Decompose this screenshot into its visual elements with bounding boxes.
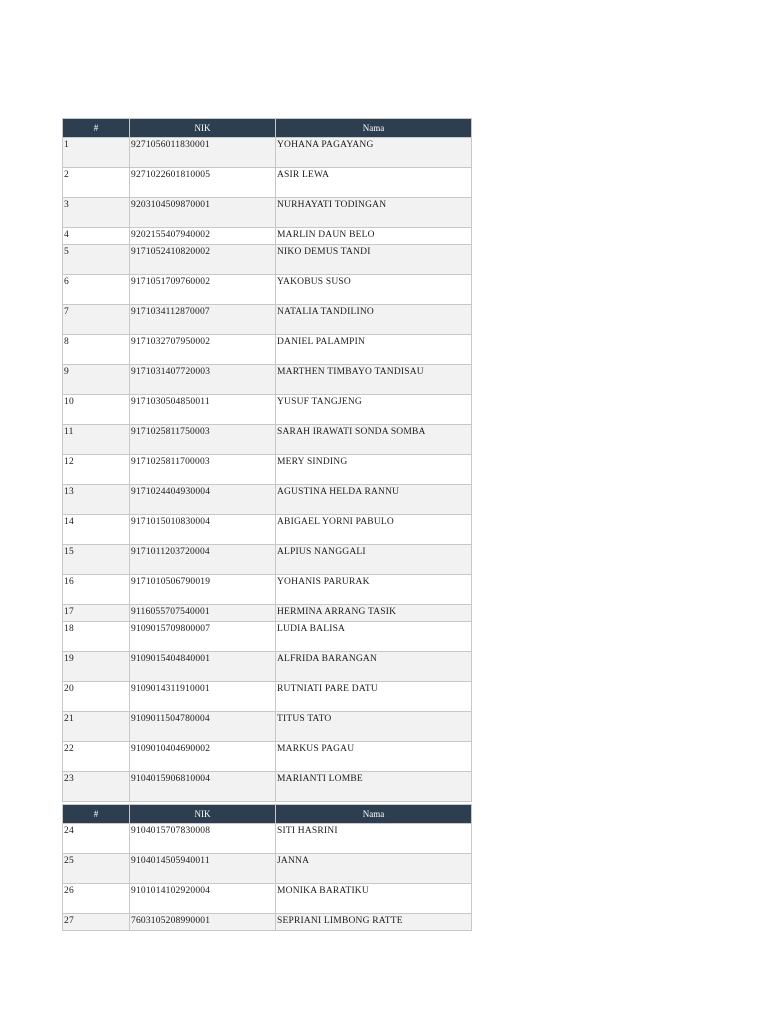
table-row bbox=[63, 198, 472, 228]
table-row bbox=[63, 485, 472, 515]
table-row bbox=[63, 914, 472, 931]
table-row bbox=[63, 545, 472, 575]
row-number: 17 bbox=[63, 605, 130, 622]
row-nama: LUDIA BALISA bbox=[276, 622, 472, 652]
table-row bbox=[63, 245, 472, 275]
table-row bbox=[63, 605, 472, 622]
table-row bbox=[63, 854, 472, 884]
resident-table bbox=[62, 118, 472, 802]
row-nama: SITI HASRINI bbox=[276, 824, 472, 854]
row-nama: YAKOBUS SUSO bbox=[276, 275, 472, 305]
row-number: 1 bbox=[63, 138, 130, 168]
header-number: # bbox=[63, 805, 130, 824]
row-nama: ALFRIDA BARANGAN bbox=[276, 652, 472, 682]
table-row bbox=[63, 622, 472, 652]
row-nik: 9109014311910001 bbox=[130, 682, 276, 712]
row-number: 27 bbox=[63, 914, 130, 931]
row-nama: MARTHEN TIMBAYO TANDISAU bbox=[276, 365, 472, 395]
row-number: 14 bbox=[63, 515, 130, 545]
row-nama: YOHANA PAGAYANG bbox=[276, 138, 472, 168]
row-nama: YUSUF TANGJENG bbox=[276, 395, 472, 425]
row-number: 25 bbox=[63, 854, 130, 884]
row-nik: 9171025811750003 bbox=[130, 425, 276, 455]
table-row bbox=[63, 824, 472, 854]
row-number: 7 bbox=[63, 305, 130, 335]
table-row bbox=[63, 168, 472, 198]
row-nik: 9203104509870001 bbox=[130, 198, 276, 228]
row-nik: 9171024404930004 bbox=[130, 485, 276, 515]
table-row bbox=[63, 682, 472, 712]
table-row bbox=[63, 742, 472, 772]
row-number: 10 bbox=[63, 395, 130, 425]
table-row bbox=[63, 275, 472, 305]
row-number: 24 bbox=[63, 824, 130, 854]
row-nik: 9171030504850011 bbox=[130, 395, 276, 425]
table-row bbox=[63, 425, 472, 455]
table-header-row bbox=[63, 119, 472, 138]
header-nik: NIK bbox=[130, 119, 276, 138]
row-nik: 9271022601810005 bbox=[130, 168, 276, 198]
row-number: 26 bbox=[63, 884, 130, 914]
row-nik: 9171051709760002 bbox=[130, 275, 276, 305]
row-nama: DANIEL PALAMPIN bbox=[276, 335, 472, 365]
row-number: 21 bbox=[63, 712, 130, 742]
row-nik: 9109010404690002 bbox=[130, 742, 276, 772]
row-number: 20 bbox=[63, 682, 130, 712]
row-nama: MERY SINDING bbox=[276, 455, 472, 485]
row-nik: 9171052410820002 bbox=[130, 245, 276, 275]
table-row bbox=[63, 138, 472, 168]
table-row bbox=[63, 395, 472, 425]
row-number: 23 bbox=[63, 772, 130, 802]
row-nama: TITUS TATO bbox=[276, 712, 472, 742]
row-nama: NATALIA TANDILINO bbox=[276, 305, 472, 335]
row-nik: 7603105208990001 bbox=[130, 914, 276, 931]
row-nik: 9116055707540001 bbox=[130, 605, 276, 622]
table-row bbox=[63, 575, 472, 605]
table-row bbox=[63, 772, 472, 802]
row-number: 13 bbox=[63, 485, 130, 515]
row-number: 22 bbox=[63, 742, 130, 772]
row-number: 12 bbox=[63, 455, 130, 485]
row-nama: MARLIN DAUN BELO bbox=[276, 228, 472, 245]
table-row bbox=[63, 228, 472, 245]
row-number: 15 bbox=[63, 545, 130, 575]
row-number: 18 bbox=[63, 622, 130, 652]
row-number: 5 bbox=[63, 245, 130, 275]
row-nik: 9171011203720004 bbox=[130, 545, 276, 575]
row-nik: 9171032707950002 bbox=[130, 335, 276, 365]
row-nik: 9104015906810004 bbox=[130, 772, 276, 802]
row-nama: MONIKA BARATIKU bbox=[276, 884, 472, 914]
row-nama: HERMINA ARRANG TASIK bbox=[276, 605, 472, 622]
row-nama: ABIGAEL YORNI PABULO bbox=[276, 515, 472, 545]
row-nama: YOHANIS PARURAK bbox=[276, 575, 472, 605]
table-row bbox=[63, 305, 472, 335]
header-nik: NIK bbox=[130, 805, 276, 824]
row-number: 16 bbox=[63, 575, 130, 605]
table-row bbox=[63, 335, 472, 365]
table-row bbox=[63, 652, 472, 682]
row-number: 9 bbox=[63, 365, 130, 395]
row-number: 8 bbox=[63, 335, 130, 365]
row-nik: 9171034112870007 bbox=[130, 305, 276, 335]
row-number: 2 bbox=[63, 168, 130, 198]
row-nik: 9101014102920004 bbox=[130, 884, 276, 914]
row-nama: RUTNIATI PARE DATU bbox=[276, 682, 472, 712]
header-nama: Nama bbox=[276, 805, 472, 824]
row-nik: 9104015707830008 bbox=[130, 824, 276, 854]
row-nama: NIKO DEMUS TANDI bbox=[276, 245, 472, 275]
row-nik: 9109011504780004 bbox=[130, 712, 276, 742]
table-row bbox=[63, 712, 472, 742]
row-number: 19 bbox=[63, 652, 130, 682]
table-row bbox=[63, 365, 472, 395]
row-nama: SEPRIANI LIMBONG RATTE bbox=[276, 914, 472, 931]
row-nik: 9271056011830001 bbox=[130, 138, 276, 168]
row-number: 3 bbox=[63, 198, 130, 228]
row-nik: 9171010506790019 bbox=[130, 575, 276, 605]
table-row bbox=[63, 884, 472, 914]
table-header-row bbox=[63, 805, 472, 824]
row-nik: 9171015010830004 bbox=[130, 515, 276, 545]
table-row bbox=[63, 455, 472, 485]
row-nama: MARIANTI LOMBE bbox=[276, 772, 472, 802]
row-nik: 9109015404840001 bbox=[130, 652, 276, 682]
table-row bbox=[63, 515, 472, 545]
row-number: 11 bbox=[63, 425, 130, 455]
row-nama: SARAH IRAWATI SONDA SOMBA bbox=[276, 425, 472, 455]
header-number: # bbox=[63, 119, 130, 138]
row-nik: 9202155407940002 bbox=[130, 228, 276, 245]
header-nama: Nama bbox=[276, 119, 472, 138]
resident-table-continued bbox=[62, 804, 472, 931]
row-nama: ALPIUS NANGGALI bbox=[276, 545, 472, 575]
row-nik: 9171031407720003 bbox=[130, 365, 276, 395]
row-number: 6 bbox=[63, 275, 130, 305]
row-nama: MARKUS PAGAU bbox=[276, 742, 472, 772]
row-number: 4 bbox=[63, 228, 130, 245]
row-nik: 9171025811700003 bbox=[130, 455, 276, 485]
row-nama: NURHAYATI TODINGAN bbox=[276, 198, 472, 228]
row-nama: JANNA bbox=[276, 854, 472, 884]
row-nik: 9104014505940011 bbox=[130, 854, 276, 884]
row-nik: 9109015709800007 bbox=[130, 622, 276, 652]
row-nama: ASIR LEWA bbox=[276, 168, 472, 198]
row-nama: AGUSTINA HELDA RANNU bbox=[276, 485, 472, 515]
